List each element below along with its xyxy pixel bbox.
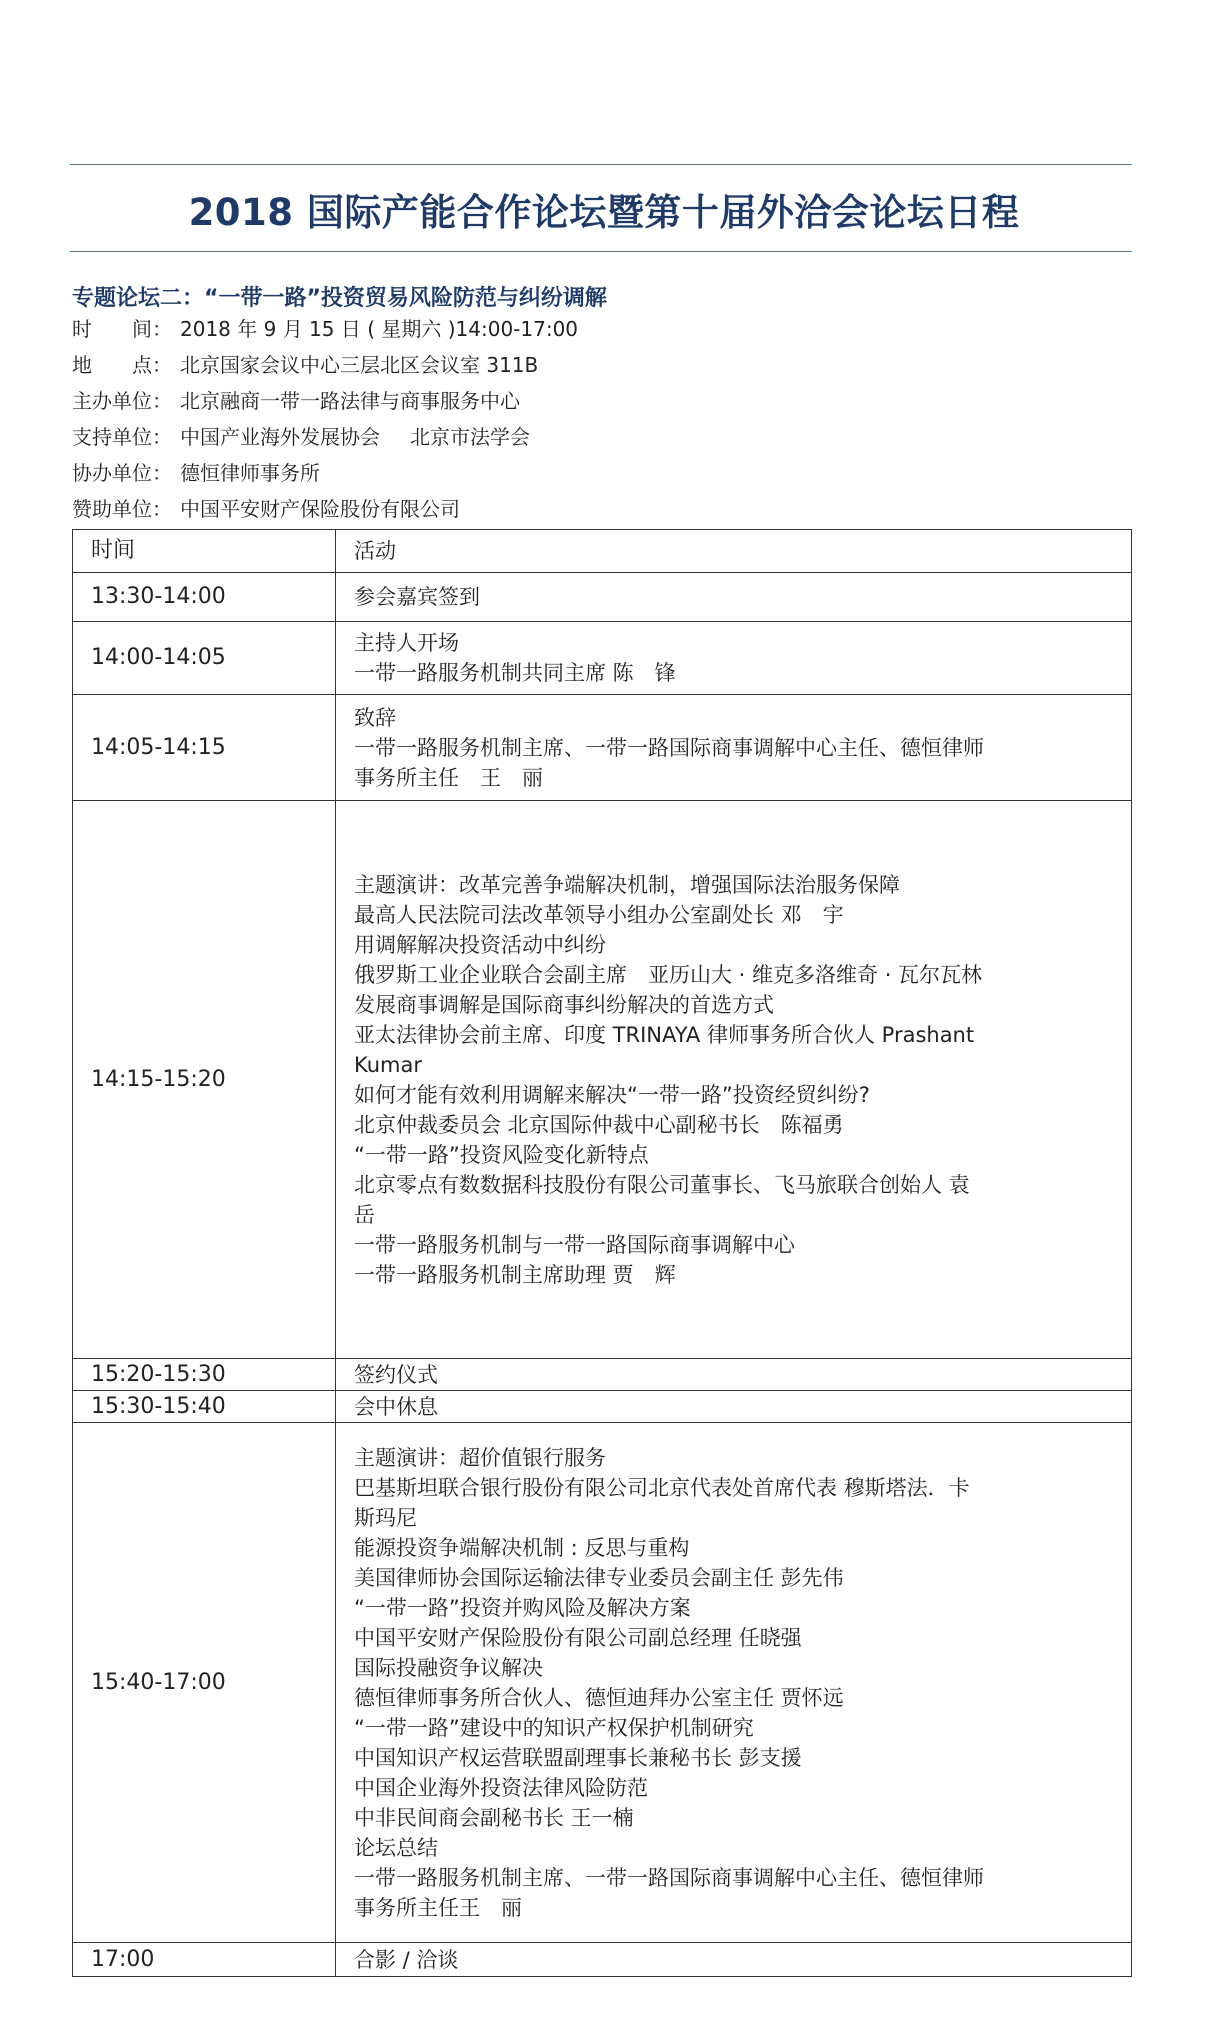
activity-line: 一带一路服务机制主席、一带一路国际商事调解中心主任、德恒律师 bbox=[354, 735, 984, 760]
meta-value: 德恒律师事务所 bbox=[180, 461, 320, 485]
bottom-divider bbox=[70, 251, 1132, 252]
activity-line: 一带一路服务机制与一带一路国际商事调解中心 bbox=[354, 1232, 795, 1257]
meta-sponsor bbox=[72, 494, 460, 524]
row-time: 14:00-14:05 bbox=[73, 622, 336, 695]
page-title: 2018 国际产能合作论坛暨第十届外洽会论坛日程 bbox=[188, 191, 1020, 234]
row-time: 14:15-15:20 bbox=[73, 801, 336, 1359]
header-time: 时间 bbox=[73, 530, 336, 573]
row-activity bbox=[336, 695, 1132, 801]
row-activity bbox=[336, 1391, 1132, 1423]
activity-line: 一带一路服务机制共同主席 陈 锋 bbox=[354, 661, 676, 685]
row-activity bbox=[336, 1943, 1132, 1977]
activity-line: 中非民间商会副秘书长 王一楠 bbox=[354, 1805, 634, 1830]
row-time: 14:05-14:15 bbox=[73, 695, 336, 801]
meta-time bbox=[72, 314, 578, 344]
meta-label: 主办单位： bbox=[72, 389, 172, 413]
activity-line: 俄罗斯工业企业联合会副主席 亚历山大 · 维克多洛维奇 · 瓦尔瓦林 bbox=[354, 962, 983, 987]
activity-line: 事务所主任王 丽 bbox=[354, 1895, 522, 1920]
meta-co-organizer bbox=[72, 458, 320, 488]
row-activity bbox=[336, 801, 1132, 1359]
top-divider bbox=[70, 164, 1132, 165]
activity-line: “一带一路”建设中的知识产权保护机制研究 bbox=[354, 1715, 754, 1740]
activity-line: 致辞 bbox=[354, 705, 396, 730]
activity-line: 能源投资争端解决机制 : 反思与重构 bbox=[354, 1535, 690, 1560]
activity-line: 如何才能有效利用调解来解决“一带一路”投资经贸纠纷? bbox=[354, 1082, 870, 1107]
activity-line: 最高人民法院司法改革领导小组办公室副处长 邓 宇 bbox=[354, 902, 844, 927]
activity-line: 亚太法律协会前主席、印度 TRINAYA 律师事务所合伙人 Prashant bbox=[354, 1022, 975, 1047]
meta-label: 地 点： bbox=[72, 353, 172, 377]
activity-line: 主题演讲：超价值银行服务 bbox=[354, 1445, 606, 1470]
activity-line: 岳 bbox=[354, 1202, 375, 1227]
row-time: 13:30-14:00 bbox=[73, 573, 336, 622]
row-time: 15:30-15:40 bbox=[73, 1391, 336, 1423]
meta-label: 协办单位： bbox=[72, 461, 172, 485]
activity-line: 会中休息 bbox=[354, 1394, 438, 1419]
table-row bbox=[73, 801, 1132, 1359]
activity-line: 合影 / 洽谈 bbox=[354, 1947, 459, 1972]
activity-line: 发展商事调解是国际商事纠纷解决的首选方式 bbox=[354, 992, 774, 1017]
activity-line: 用调解解决投资活动中纠纷 bbox=[354, 932, 606, 957]
meta-label: 支持单位： bbox=[72, 425, 172, 449]
row-activity bbox=[336, 573, 1132, 622]
meta-label: 赞助单位： bbox=[72, 497, 172, 521]
table-row bbox=[73, 1943, 1132, 1977]
activity-line: 主持人开场 bbox=[354, 631, 459, 655]
activity-line: 德恒律师事务所合伙人、德恒迪拜办公室主任 贾怀远 bbox=[354, 1685, 844, 1710]
table-row bbox=[73, 1391, 1132, 1423]
activity-line: 北京零点有数数据科技股份有限公司董事长、飞马旅联合创始人 袁 bbox=[354, 1172, 970, 1197]
meta-value: 北京国家会议中心三层北区会议室 311B bbox=[180, 353, 539, 377]
row-time: 15:20-15:30 bbox=[73, 1359, 336, 1391]
activity-line: “一带一路”投资风险变化新特点 bbox=[354, 1142, 649, 1167]
meta-support bbox=[72, 422, 530, 452]
meta-value: 北京融商一带一路法律与商事服务中心 bbox=[180, 389, 520, 413]
table-row bbox=[73, 1423, 1132, 1943]
meta-host bbox=[72, 386, 520, 416]
activity-line: 斯玛尼 bbox=[354, 1505, 417, 1530]
activity-line: 事务所主任 王 丽 bbox=[354, 765, 543, 790]
table-row bbox=[73, 695, 1132, 801]
activity-line: 一带一路服务机制主席助理 贾 辉 bbox=[354, 1262, 676, 1287]
table-row bbox=[73, 573, 1132, 622]
activity-line: 北京仲裁委员会 北京国际仲裁中心副秘书长 陈福勇 bbox=[354, 1112, 844, 1137]
schedule-table bbox=[72, 529, 1132, 1977]
table-row bbox=[73, 622, 1132, 695]
activity-line: 论坛总结 bbox=[354, 1835, 438, 1860]
activity-line: Kumar bbox=[354, 1052, 422, 1077]
header-activity: 活动 bbox=[336, 530, 1132, 573]
meta-location bbox=[72, 350, 538, 380]
activity-line: 签约仪式 bbox=[354, 1362, 438, 1387]
row-activity bbox=[336, 622, 1132, 695]
meta-value: 中国产业海外发展协会 bbox=[180, 425, 380, 449]
activity-line: 参会嘉宾签到 bbox=[354, 585, 480, 609]
meta-label: 时 间： bbox=[72, 317, 172, 341]
meta-value: 2018 年 9 月 15 日 ( 星期六 )14:00-17:00 bbox=[180, 317, 579, 341]
row-activity bbox=[336, 1359, 1132, 1391]
activity-line: 一带一路服务机制主席、一带一路国际商事调解中心主任、德恒律师 bbox=[354, 1865, 984, 1890]
meta-value: 中国平安财产保险股份有限公司 bbox=[180, 497, 460, 521]
table-row bbox=[73, 1359, 1132, 1391]
activity-line: 国际投融资争议解决 bbox=[354, 1655, 543, 1680]
row-activity bbox=[336, 1423, 1132, 1943]
forum-subtitle: 专题论坛二：“一带一路”投资贸易风险防范与纠纷调解 bbox=[72, 286, 607, 311]
activity-line: 美国律师协会国际运输法律专业委员会副主任 彭先伟 bbox=[354, 1565, 844, 1590]
row-time: 15:40-17:00 bbox=[73, 1423, 336, 1943]
activity-line: 主题演讲：改革完善争端解决机制，增强国际法治服务保障 bbox=[354, 872, 900, 897]
activity-line: 巴基斯坦联合银行股份有限公司北京代表处首席代表 穆斯塔法．卡 bbox=[354, 1475, 970, 1500]
activity-line: 中国知识产权运营联盟副理事长兼秘书长 彭支援 bbox=[354, 1745, 802, 1770]
activity-line: 中国平安财产保险股份有限公司副总经理 任晓强 bbox=[354, 1625, 802, 1650]
table-header-row bbox=[73, 530, 1132, 573]
meta-value-2: 北京市法学会 bbox=[410, 425, 530, 449]
activity-line: 中国企业海外投资法律风险防范 bbox=[354, 1775, 648, 1800]
activity-line: “一带一路”投资并购风险及解决方案 bbox=[354, 1595, 691, 1620]
row-time: 17:00 bbox=[73, 1943, 336, 1977]
